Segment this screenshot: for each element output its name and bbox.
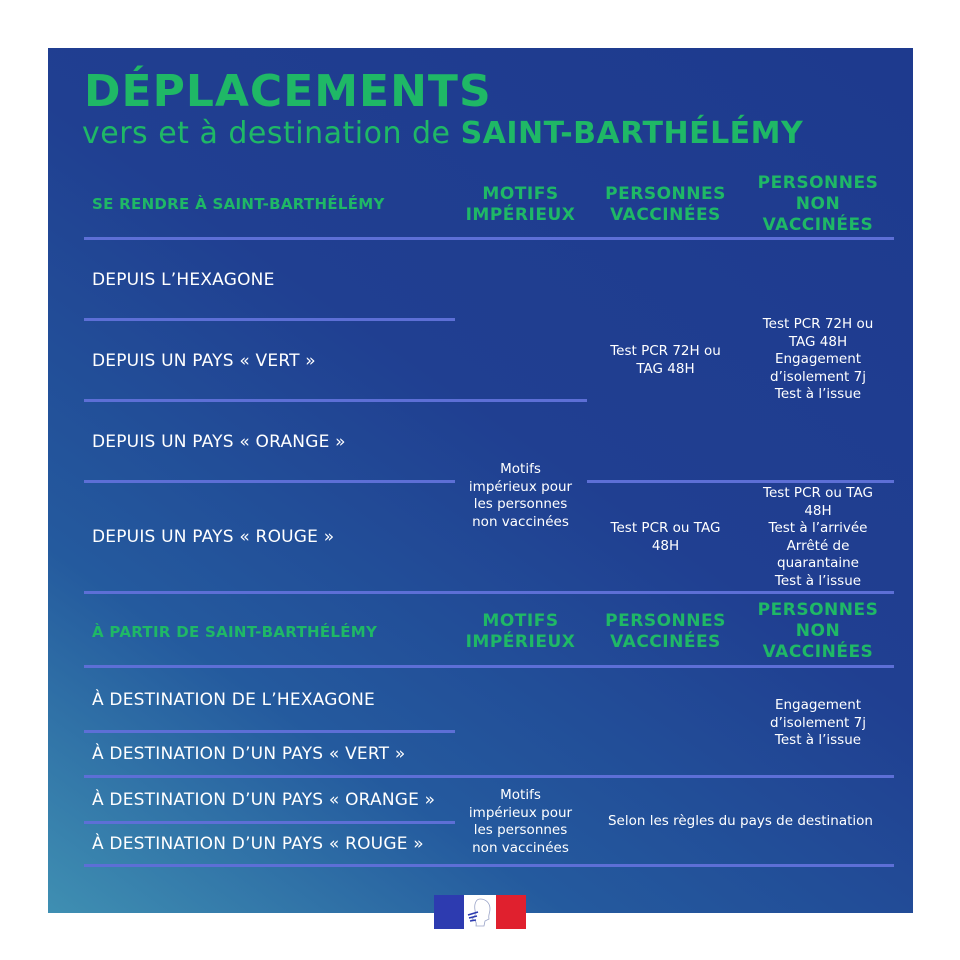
section2-row-hexagone: À DESTINATION DE L’HEXAGONE	[92, 690, 376, 710]
section1-cell-vaccinated-red: Test PCR ou TAG 48H	[610, 520, 721, 554]
section1-row-hexagone: DEPUIS L’HEXAGONE	[92, 270, 275, 290]
section1-row-divider	[84, 399, 587, 402]
section2-cell-motifs-bottom: Motifs impérieux pour les personnes non vaccinées	[468, 787, 573, 856]
section1-heading: SE RENDRE À SAINT-BARTHÉLÉMY	[92, 195, 385, 213]
page-title: DÉPLACEMENTS	[84, 66, 492, 117]
section2-col-vaccinated: PERSONNES VACCINÉES	[605, 611, 726, 652]
section1-col-unvaccinated: PERSONNES NON VACCINÉES	[757, 173, 879, 235]
table-bottom-divider	[84, 864, 894, 867]
section-divider	[84, 591, 894, 594]
section2-cell-rules-bottom: Selon les règles du pays de destination	[607, 813, 873, 829]
section2-heading: À PARTIR DE SAINT-BARTHÉLÉMY	[92, 623, 378, 641]
section1-col-vaccinated: PERSONNES VACCINÉES	[605, 184, 726, 225]
section2-cell-unvaccinated-top: Engagement d’isolement 7j Test à l’issue	[770, 697, 866, 748]
section2-row-divider	[84, 821, 455, 824]
section2-col-motifs: MOTIFS IMPÉRIEUX	[465, 611, 576, 652]
section2-header-divider	[84, 665, 894, 668]
section1-cell-unvaccinated-green: Test PCR 72H ou TAG 48H Engagement d’isolement 7j Test à l’issue	[762, 316, 874, 402]
infographic-panel	[48, 48, 913, 913]
section1-row-vert: DEPUIS UN PAYS « VERT »	[92, 351, 316, 371]
page-subtitle	[82, 116, 803, 151]
marianne-logo-icon	[434, 895, 526, 929]
section2-row-divider	[84, 775, 894, 778]
section2-col-unvaccinated: PERSONNES NON VACCINÉES	[757, 600, 879, 662]
section1-cell-unvaccinated-red: Test PCR ou TAG 48H Test à l’arrivée Arrêté de quarantaine Test à l’issue	[763, 485, 873, 589]
section1-cell-vaccinated-green: Test PCR 72H ou TAG 48H	[610, 343, 721, 377]
section2-row-vert: À DESTINATION D’UN PAYS « VERT »	[92, 744, 406, 764]
section1-row-orange: DEPUIS UN PAYS « ORANGE »	[92, 432, 346, 452]
section1-row-rouge: DEPUIS UN PAYS « ROUGE »	[92, 527, 335, 547]
section1-cell-motifs-red: Motifs impérieux pour les personnes non vaccinées	[468, 461, 573, 530]
subtitle-place: SAINT-BARTHÉLÉMY	[460, 116, 804, 151]
section1-row-divider	[84, 480, 455, 483]
section2-row-divider	[84, 730, 455, 733]
section2-row-orange: À DESTINATION D’UN PAYS « ORANGE »	[92, 790, 436, 810]
section2-row-rouge: À DESTINATION D’UN PAYS « ROUGE »	[92, 834, 424, 854]
section1-row-divider	[84, 318, 455, 321]
section1-header-divider	[84, 237, 894, 240]
section1-col-motifs: MOTIFS IMPÉRIEUX	[465, 184, 576, 225]
section1-row-divider	[587, 480, 894, 483]
subtitle-prefix: vers et à destination de	[82, 116, 451, 151]
